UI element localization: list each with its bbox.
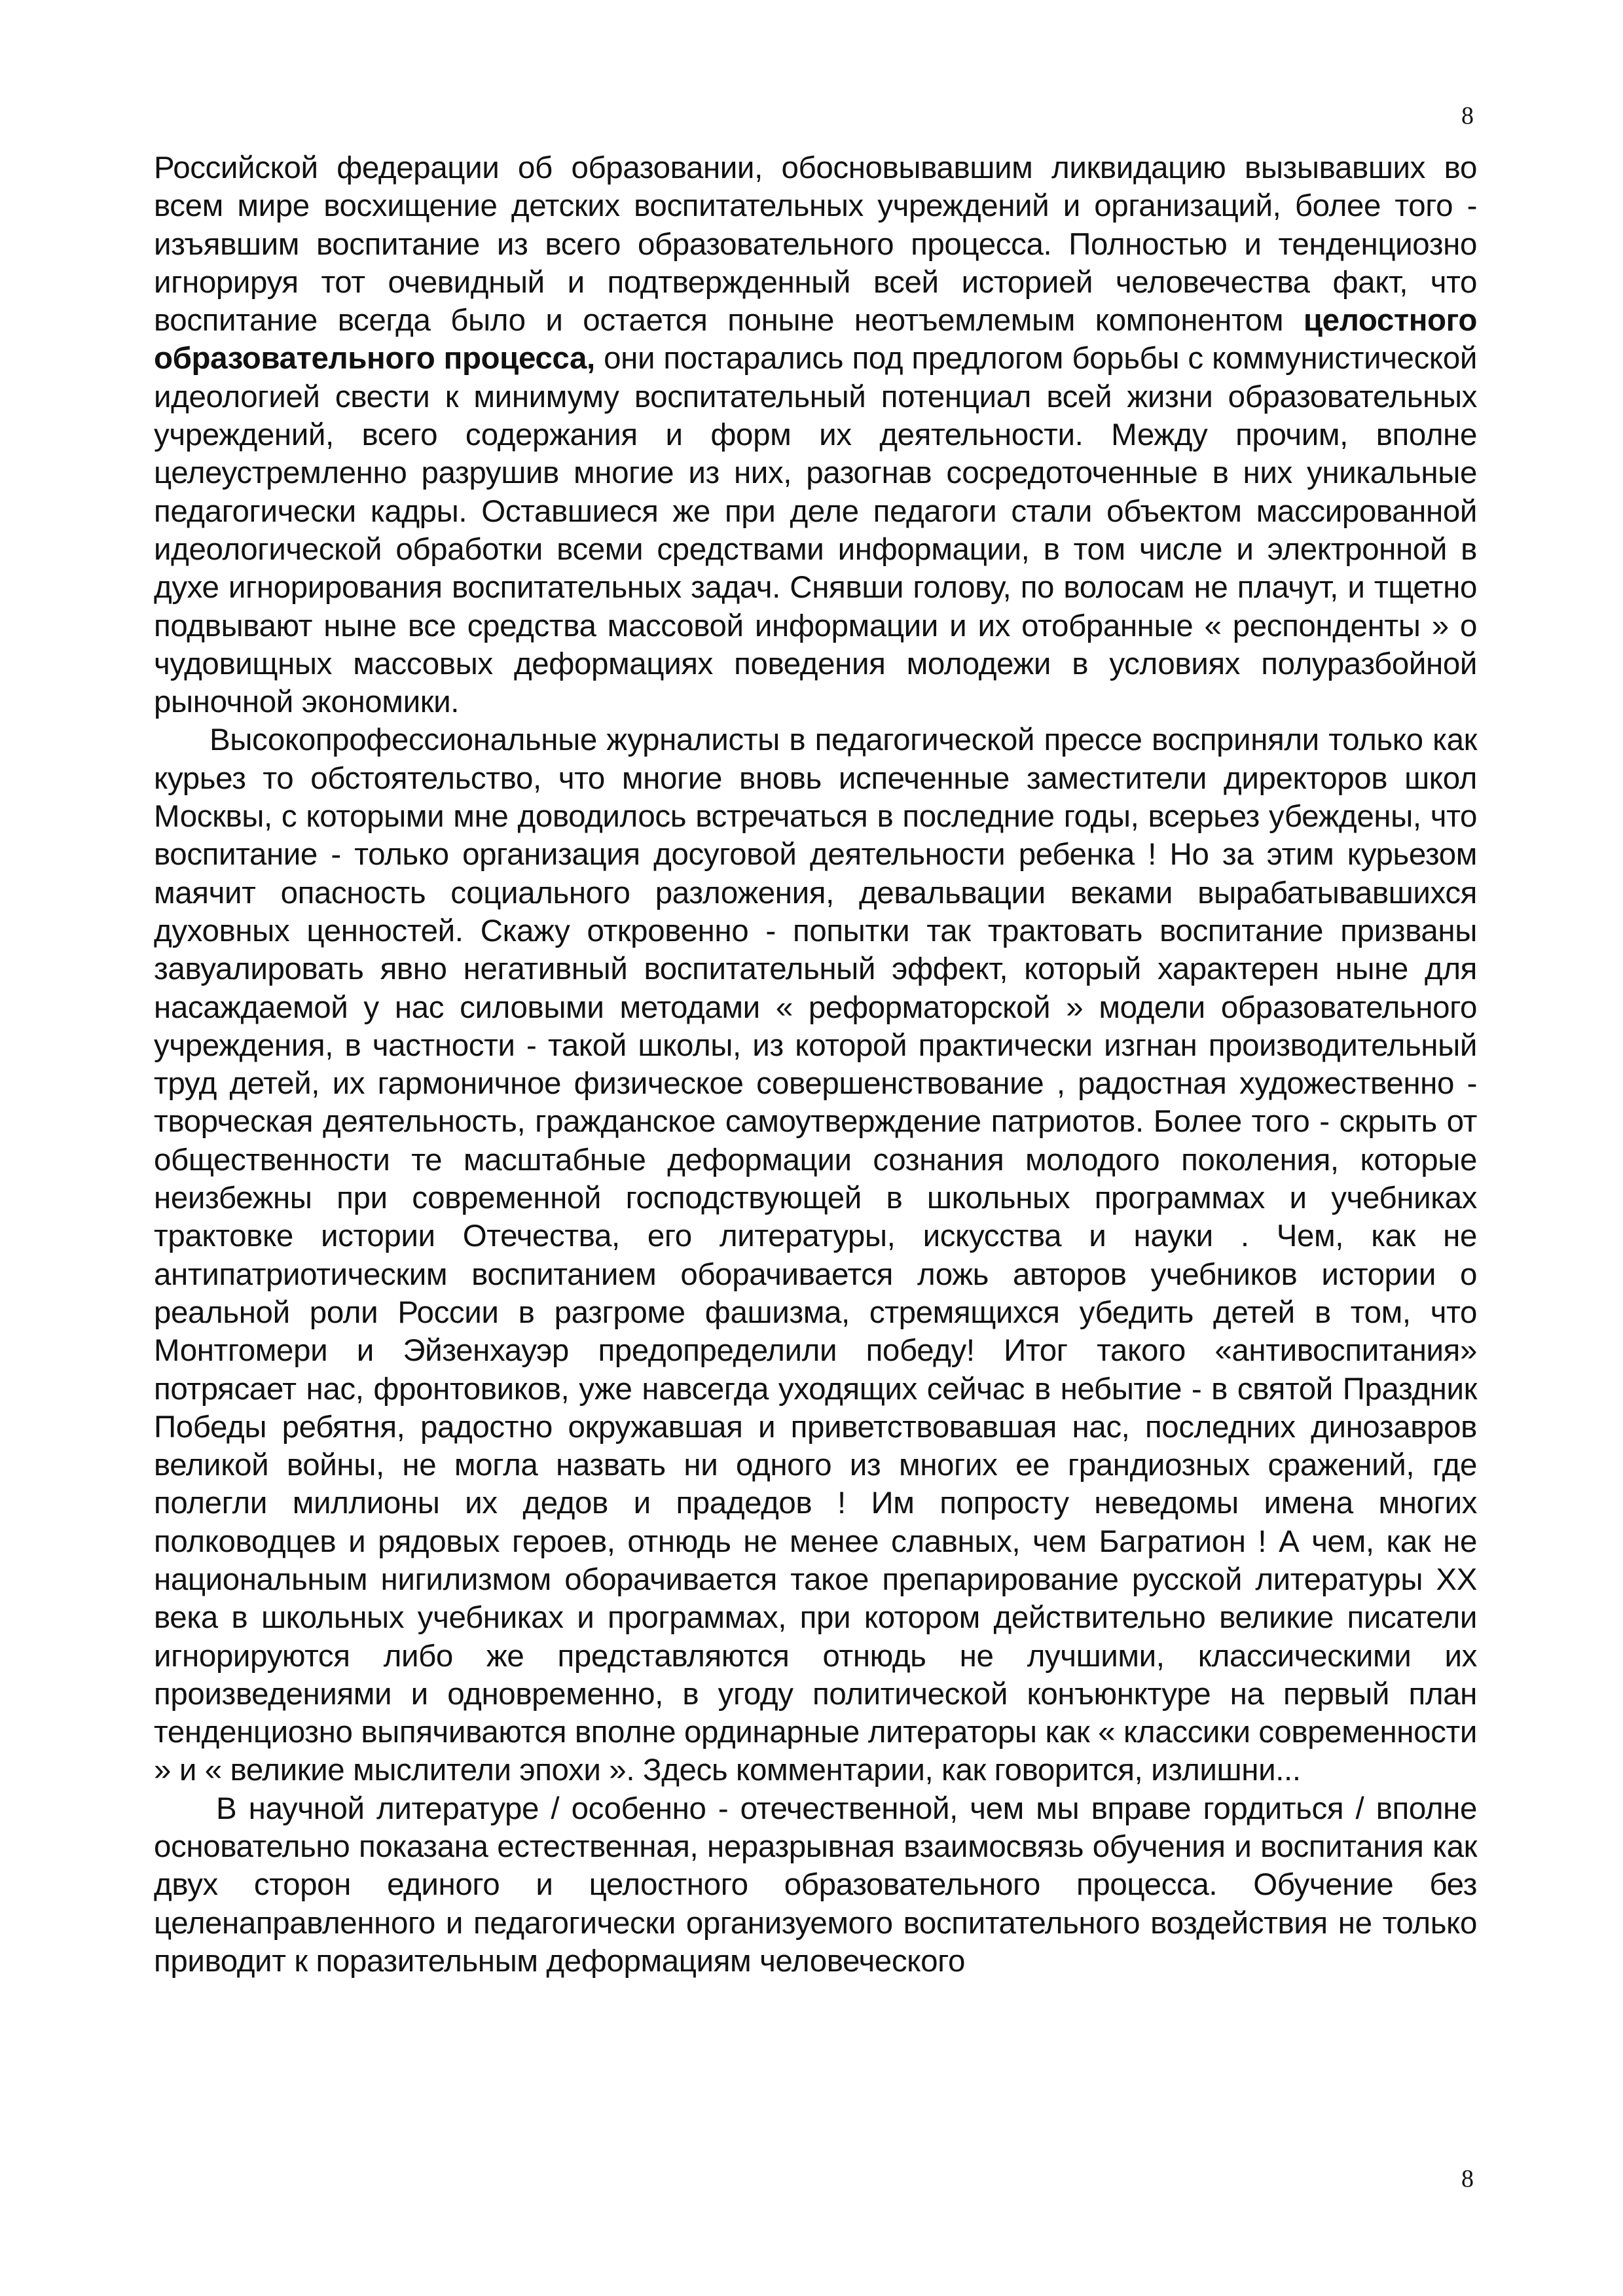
paragraph-1-bold-phrase: целостного образовательного процесса, (154, 303, 1477, 376)
paragraph-1-text-start: Российской федерации об образовании, обосновывавшим ликвидацию вызывавших во всем мире восхищение детских воспитательных учреждений и организаций, более того - изъявшим воспитание из всего образовательного процесса. Полностью и тенденциозно игнорируя тот очевидный и подтвержденный всей историей человечества факт, что воспитание всегда было и остается поныне неотъемлемым компонентом (154, 151, 1477, 338)
page-number-bottom: 8 (1461, 2165, 1474, 2193)
paragraph-1 (154, 149, 1477, 721)
paragraph-2-text: Высокопрофессиональные журналисты в педагогической прессе восприняли только как курьез то обстоятельство, что многие вновь испеченные заместители директоров школ Москвы, с которыми мне доводилось встречаться в последние годы, всерьез убеждены, что воспитание - только организация досуговой деятельности ребенка ! Но за этим курьезом маячит опасность социального разложения, девальвации веками вырабатывавшихся духовных ценностей. Скажу откровенно - попытки так трактовать воспитание призваны завуалировать явно негативный воспитательный эффект, который характерен ныне для насаждаемой у нас силовыми методами « реформаторской » модели образовательного учреждения, в частности - такой школы, из которой практически изгнан производительный труд детей, их гармоничное физическое совершенствование , радостная художественно - творческая деятельность, гражданское самоутверждение патриотов. Более того - скрыть от общественности те масштабные деформации сознания молодого поколения, которые неизбежны при современной господствующей в школьных программах и учебниках трактовке истории Отечества, его литературы, искусства и науки . Чем, как не антипатриотическим воспитанием оборачивается ложь авторов учебников истории о реальной роли России в разгроме фашизма, стремящихся убедить детей в том, что Монтгомери и Эйзенхауэр предопределили победу! Итог такого «антивоспитания» потрясает нас, фронтовиков, уже навсегда уходящих сейчас в небытие - в святой Праздник Победы ребятня, радостно окружавшая и приветствовавшая нас, последних динозавров великой войны, не могла назвать ни одного из многих ее грандиозных сражений, где полегли миллионы их дедов и прадедов ! Им попросту неведомы имена многих полководцев и рядовых героев, отнюдь не менее славных, чем Багратион ! А чем, как не национальным нигилизмом оборачивается такое препарирование русской литературы XX века в школьных учебниках и программах, при котором действительно великие писатели игнорируются либо же представляются отнюдь не лучшими, классическими их произведениями и одновременно, в угоду политической конъюнктуре на первый план тенденциозно выпячиваются вполне ординарные литераторы как « классики современности » и « великие мыслители эпохи ». Здесь комментарии, как говорится, излишни... (154, 723, 1477, 1788)
paragraph-3-text: В научной литературе / особенно - отечественной, чем мы вправе гордиться / вполне основательно показана естественная, неразрывная взаимосвязь обучения и воспитания как двух сторон единого и целостного образовательного процесса. Обучение без целенаправленного и педагогически организуемого воспитательного воздействия не только приводит к поразительным деформациям человеческого (154, 1791, 1477, 1979)
document-body (154, 149, 1477, 1981)
paragraph-1-text-end: они постарались под предлогом борьбы с коммунистической идеологией свести к минимуму воспитательный потенциал всей жизни образовательных учреждений, всего содержания и форм их деятельности. Между прочим, вполне целеустремленно разрушив многие из них, разогнав сосредоточенные в них уникальные педагогически кадры. Оставшиеся же при деле педагоги стали объектом массированной идеологической обработки всеми средствами информации, в том числе и электронной в духе игнорирования воспитательных задач. Снявши голову, по волосам не плачут, и тщетно подвывают ныне все средства массовой информации и их отобранные « респонденты » о чудовищных массовых деформациях поведения молодежи в условиях полуразбойной рыночной экономики. (154, 341, 1477, 720)
page-number-top: 8 (1461, 102, 1474, 130)
paragraph-2 (154, 721, 1477, 1789)
paragraph-3 (154, 1790, 1477, 1981)
